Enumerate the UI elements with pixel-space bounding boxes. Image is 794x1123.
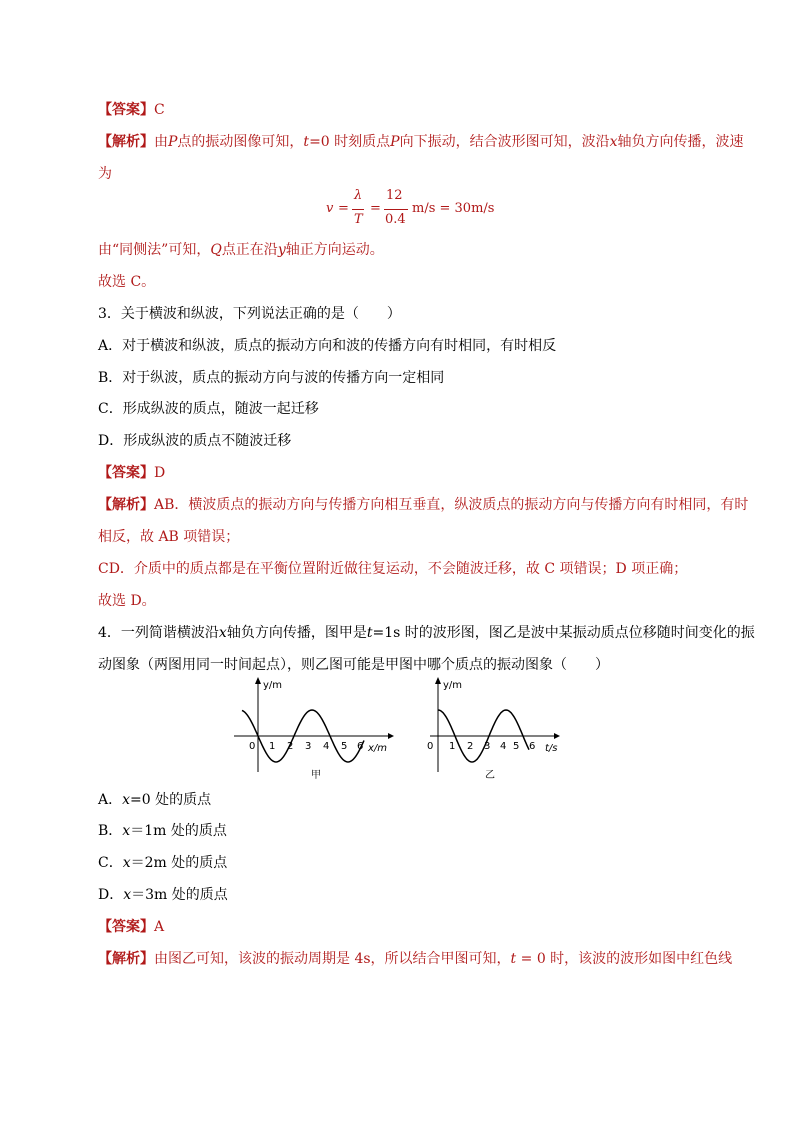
origin-label: 0 (427, 741, 434, 752)
tick-label: 6 (529, 741, 536, 752)
answer-line (98, 463, 165, 483)
option-d: D．形成纵波的质点不随波迁移 (98, 433, 292, 449)
question-stem: 动图象（两图用同一时间起点），则乙图可能是甲图中哪个质点的振动图象（ ） (98, 657, 609, 673)
fraction-bar (384, 209, 408, 210)
x-axis-label: x/m (368, 743, 388, 754)
x-axis-arrow (554, 733, 560, 739)
tick-label: 4 (500, 741, 507, 752)
answer-value: D (154, 465, 166, 481)
answer-tag: 【答案】 (98, 102, 154, 118)
vibration-graph-yi (404, 672, 574, 782)
analysis-tag: 【解析】 (98, 497, 154, 513)
tick-label: 1 (449, 741, 456, 752)
fraction-bar (352, 209, 364, 210)
tick-label: 5 (341, 741, 348, 752)
wave-graph-jia (228, 672, 398, 782)
tick-label: 5 (513, 741, 520, 752)
tick-label: 4 (323, 741, 330, 752)
answer-tag: 【答案】 (98, 465, 154, 481)
tick-label: 3 (484, 741, 491, 752)
x-axis-label: t/s (545, 743, 558, 754)
analysis-line: 由“同侧法”可知，Q点正在沿y轴正方向运动。 (98, 242, 384, 258)
answer-tag: 【答案】 (98, 919, 154, 935)
origin-label: 0 (249, 741, 256, 752)
y-axis-arrow (435, 677, 441, 684)
answer-value: C (154, 102, 165, 118)
option-b: B．对于纵波，质点的振动方向与波的传播方向一定相同 (98, 370, 445, 386)
question-stem: 4．一列简谐横波沿x轴负方向传播，图甲是t=1s 时的波形图，图乙是波中某振动质点位移随时间变化的振 (98, 625, 755, 641)
formula-denominator: 0.4 (385, 212, 406, 227)
figure-caption: 甲 (311, 770, 321, 781)
y-axis-label: y/m (263, 680, 283, 691)
option-a: A．对于横波和纵波，质点的振动方向和波的传播方向有时相同，有时相反 (98, 338, 557, 354)
y-axis-label: y/m (443, 680, 463, 691)
tick-label: 2 (287, 741, 294, 752)
answer-value: A (154, 919, 165, 935)
x-axis-arrow (388, 733, 394, 739)
analysis-line: 【解析】由图乙可知，该波的振动周期是 4s，所以结合甲图可知，t = 0 时，该波的波形如图中红色线 (98, 951, 733, 967)
formula-v: v (326, 201, 334, 216)
formula-period: T (354, 212, 363, 227)
formula-unit: m/s = 30m/s (412, 201, 495, 216)
analysis-line: 故选 C。 (98, 274, 156, 290)
option-c: C．形成纵波的质点，随波一起迁移 (98, 401, 319, 417)
tick-label: 3 (305, 741, 312, 752)
tick-label: 2 (467, 741, 474, 752)
analysis-line: 【解析】AB．横波质点的振动方向与传播方向相互垂直，纵波质点的振动方向与传播方向有时相同，有时 (98, 497, 749, 513)
answer-line (98, 100, 165, 120)
figure-caption: 乙 (485, 770, 495, 781)
answer-line (98, 917, 164, 937)
tick-label: 6 (357, 741, 364, 752)
analysis-tag: 【解析】 (98, 134, 154, 150)
option-d: D．x＝3m 处的质点 (98, 887, 228, 903)
analysis-line: 相反，故 AB 项错误； (98, 529, 240, 545)
formula-numerator: 12 (386, 188, 403, 203)
analysis-line: 【解析】由P点的振动图像可知，t=0 时刻质点P向下振动，结合波形图可知，波沿x轴负方向传播，波速 (98, 134, 744, 150)
tick-label: 1 (269, 741, 276, 752)
analysis-line: 为 (98, 166, 112, 182)
analysis-line: CD．介质中的质点都是在平衡位置附近做往复运动，不会随波迁移，故 C 项错误；D 项正确； (98, 561, 688, 577)
option-a: A．x=0 处的质点 (98, 792, 212, 808)
y-axis-arrow (255, 677, 261, 684)
analysis-line: 故选 D。 (98, 593, 156, 609)
analysis-tag: 【解析】 (98, 951, 154, 967)
option-c: C．x＝2m 处的质点 (98, 855, 228, 871)
question-stem: 3．关于横波和纵波，下列说法正确的是（ ） (98, 306, 401, 322)
formula-lambda: λ (354, 188, 363, 203)
formula-eq: = (370, 201, 381, 216)
formula-eq: = (338, 201, 349, 216)
option-b: B．x＝1m 处的质点 (98, 823, 227, 839)
